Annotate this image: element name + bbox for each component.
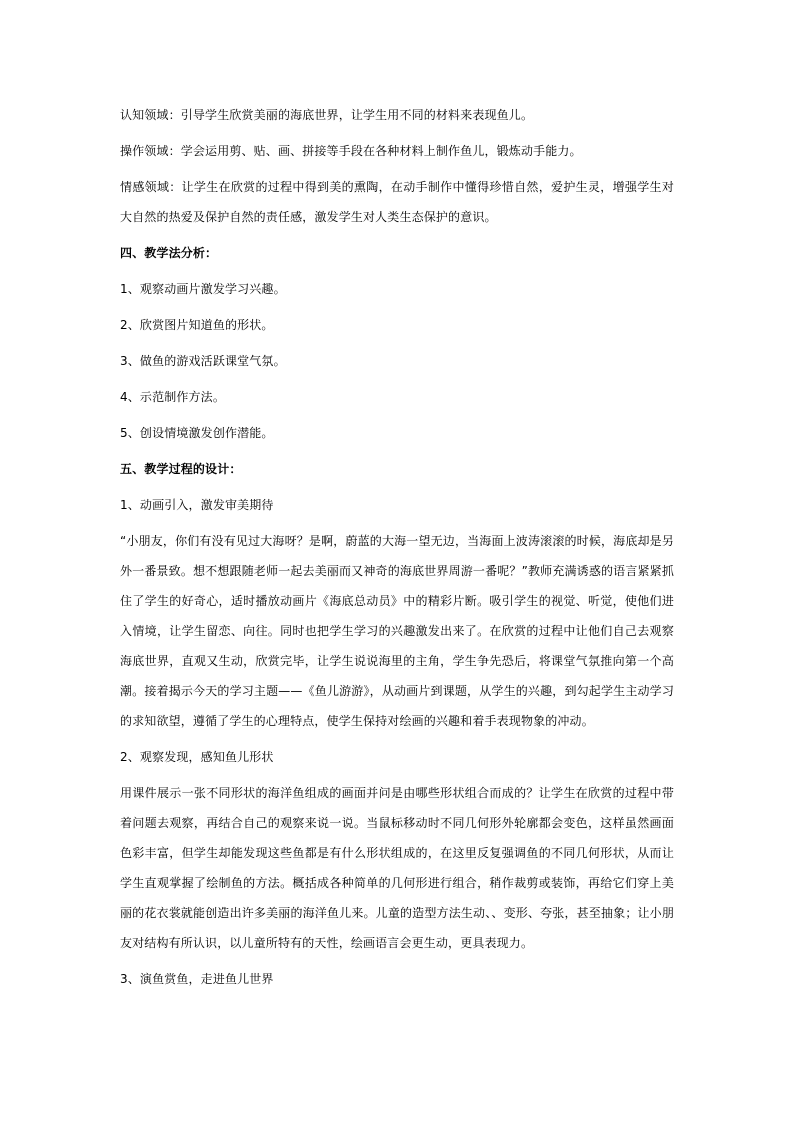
list-item-method-2: 2、欣赏图片知道鱼的形状。 [120,318,274,332]
list-item-method-4: 4、示范制作方法。 [120,390,225,404]
paragraph-emotion-domain: 情感领域：让学生在欣赏的过程中得到美的熏陶，在动手制作中懂得珍惜自然，爱护生灵，增强学生对大自然的热爱及保护自然的责任感，激发学生对人类生态保护的意识。 [120,180,674,224]
subheading-step-1: 1、动画引入，激发审美期待 [120,498,274,512]
heading-teaching-process: 五、教学过程的设计： [120,462,242,476]
list-item-method-5: 5、创设情境激发创作潜能。 [120,426,274,440]
list-item-method-1: 1、观察动画片激发学习兴趣。 [120,282,286,296]
list-item-method-3: 3、做鱼的游戏活跃课堂气氛。 [120,354,286,368]
paragraph-step-1-body: “小朋友，你们有没有见过大海呀？是啊，蔚蓝的大海一望无边，当海面上波涛滚滚的时候，海底却是另外一番景致。想不想跟随老师一起去美丽而又神奇的海底世界周游一番呢？”教师充满诱惑的语言紧紧抓住了学生的好奇心，适时播放动画片《海底总动员》中的精彩片断。吸引学生的视觉、听觉，使他们进入情境，让学生留恋、向往。同时也把学生学习的兴趣激发出来了。在欣赏的过程中让他们自己去观察海底世界，直观又生动，欣赏完毕，让学生说说海里的主角，学生争先恐后，将课堂气氛推向第一个高潮。接着揭示今天的学习主题——《鱼儿游游》，从动画片到课题，从学生的兴趣，到勾起学生主动学习的求知欲望，遵循了学生的心理特点，使学生保持对绘画的兴趣和着手表现物象的冲动。 [120,534,674,728]
heading-teaching-method: 四、教学法分析： [120,246,218,260]
paragraph-step-2-body: 用课件展示一张不同形状的海洋鱼组成的画面并问是由哪些形状组合而成的？让学生在欣赏的过程中带着问题去观察，再结合自己的观察来说一说。当鼠标移动时不同几何形外轮廓都会变色，这样虽然画面色彩丰富，但学生却能发现这些鱼都是有什么形状组成的，在这里反复强调鱼的不同几何形状，从而让学生直观掌握了绘制鱼的方法。概括成各种简单的几何形进行组合，稍作裁剪或装饰，再给它们穿上美丽的花衣裳就能创造出许多美丽的海洋鱼儿来。儿童的造型方法生动、、变形、夸张，甚至抽象；让小朋友对结构有所认识，以儿童所特有的天性，绘画语言会更生动，更具表现力。 [120,786,674,950]
subheading-step-3: 3、演鱼赏鱼，走进鱼儿世界 [120,972,274,986]
subheading-step-2: 2、观察发现，感知鱼儿形状 [120,750,274,764]
paragraph-operation-domain: 操作领域：学会运用剪、贴、画、拼接等手段在各种材料上制作鱼儿，锻炼动手能力。 [120,144,582,158]
paragraph-cognitive-domain: 认知领域：引导学生欣赏美丽的海底世界，让学生用不同的材料来表现鱼儿。 [120,108,534,122]
